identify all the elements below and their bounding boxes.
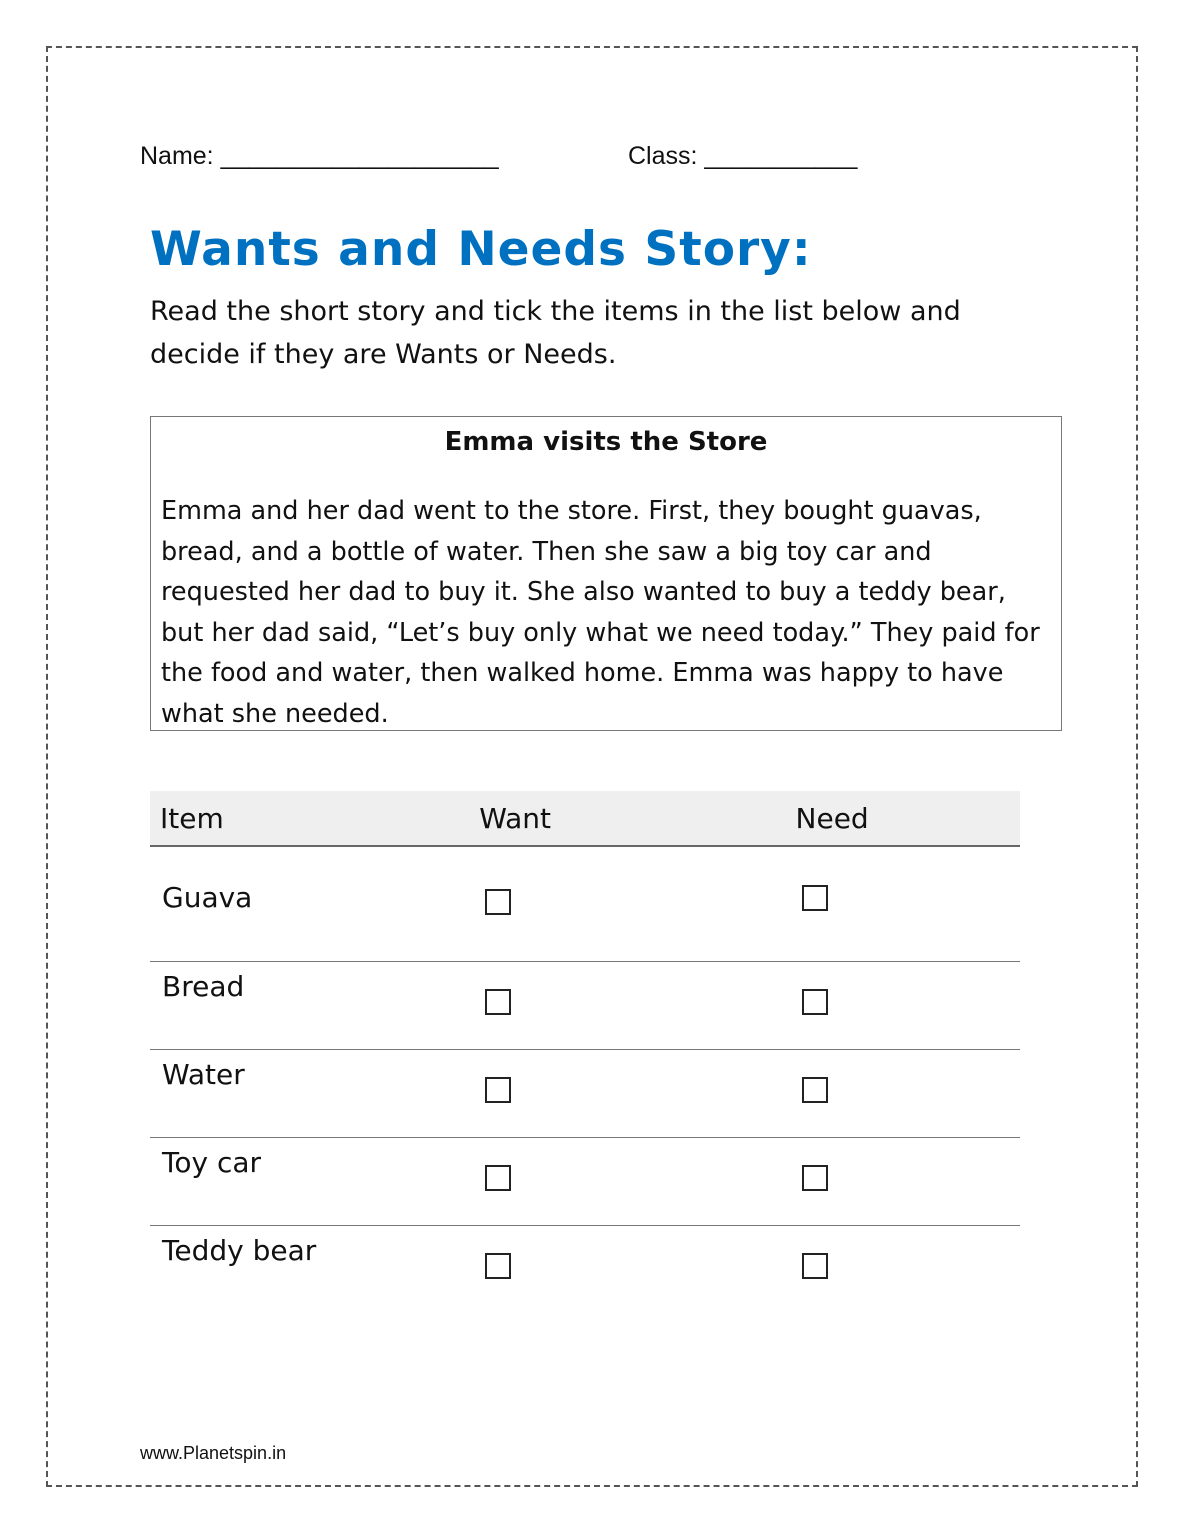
column-header-item: Item [150,791,469,846]
story-body: Emma and her dad went to the store. First, they bought guavas, bread, and a bottle of water. Then she saw a big toy car and requested her dad to buy it. She also wanted to buy a teddy bear, but her dad said, “Let’s buy only what we need today.” They paid for the food and water, then walked home. Emma was happy to have what she needed. [161,496,1040,729]
item-label: Teddy bear [162,1234,317,1267]
item-label: Water [162,1058,245,1091]
footer-website: www.Planetspin.in [140,1443,287,1463]
instructions: Read the short story and tick the items in the list below and decide if they are Wants or Needs. [150,296,961,370]
need-checkbox[interactable] [802,1077,828,1103]
worksheet-title: Wants and Needs Story: [150,222,812,277]
need-checkbox[interactable] [802,885,828,911]
table-row [150,962,1020,1050]
item-label: Guava [162,881,253,914]
class-field[interactable]: Class: ___________ [628,142,858,170]
item-label: Bread [162,970,245,1003]
want-checkbox[interactable] [485,1253,511,1279]
want-checkbox[interactable] [485,1077,511,1103]
item-label: Toy car [162,1146,262,1179]
name-field[interactable]: Name: ____________________ [140,142,499,170]
wants-needs-table [150,791,1020,1313]
need-checkbox[interactable] [802,1165,828,1191]
column-header-want: Want [469,791,785,846]
need-checkbox[interactable] [802,1253,828,1279]
table-row [150,1050,1020,1138]
story-title: Emma visits the Store [444,427,768,457]
table-row [150,1138,1020,1226]
column-header-need: Need [786,791,1020,846]
want-checkbox[interactable] [485,889,511,915]
table-row [150,846,1020,962]
want-checkbox[interactable] [485,989,511,1015]
table-header-row [150,791,1020,846]
table-row [150,1226,1020,1314]
need-checkbox[interactable] [802,989,828,1015]
story-box [150,416,1062,731]
want-checkbox[interactable] [485,1165,511,1191]
